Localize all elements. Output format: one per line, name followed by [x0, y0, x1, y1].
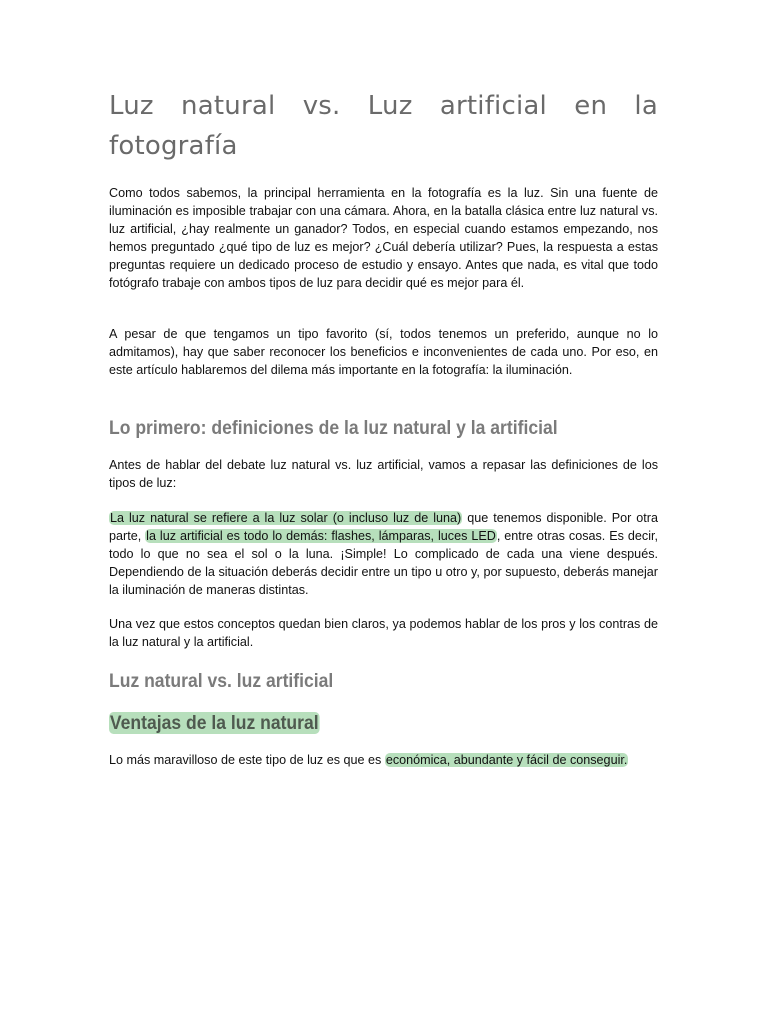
highlight-advantages-heading: Ventajas de la luz natural	[109, 712, 319, 734]
highlight-advantages: económica, abundante y fácil de conseguir.	[385, 753, 628, 767]
advantages-paragraph	[109, 752, 658, 770]
section-heading-definitions: Lo primero: definiciones de la luz natural y la artificial	[109, 417, 558, 439]
highlight-natural-light: La luz natural se refiere a la luz solar (o incluso luz de luna)	[110, 511, 462, 525]
definitions-intro-paragraph: Antes de hablar del debate luz natural vs. luz artificial, vamos a repasar las definiciones de los tipos de luz:	[109, 458, 658, 490]
section-heading-comparison: Luz natural vs. luz artificial	[109, 670, 334, 692]
concepts-paragraph: Una vez que estos conceptos quedan bien claros, ya podemos hablar de los pros y los contras de la luz natural y la artificial.	[109, 617, 658, 649]
intro-paragraph-2: A pesar de que tengamos un tipo favorito (sí, todos tenemos un preferido, aunque no lo admitamos), hay que saber reconocer los beneficios e inconvenientes de cada uno. Por eso, en este artículo hablaremos del dilema más importante en la fotografía: la iluminación.	[109, 327, 658, 377]
advantages-text: Lo más maravilloso de este tipo de luz es que es	[109, 753, 385, 767]
definitions-text-1: que tenemos disponible. Por otra parte,	[109, 511, 659, 543]
definitions-text-2: , entre otras cosas. Es decir, todo lo que no sea el sol o la luna. ¡Simple! Lo complicado de cada una viene después. Dependiendo de la situación deberás decidir entre un tipo u otro y, por supuesto, deberás manejar la iluminación de maneras distintas.	[109, 528, 658, 597]
intro-paragraph-1: Como todos sabemos, la principal herramienta en la fotografía es la luz. Sin una fuente de iluminación es imposible trabajar con una cámara. Ahora, en la batalla clásica entre luz natural vs. luz artificial, ¿hay realmente un ganador? Todos, en especial cuando estamos empezando, nos hemos preguntado ¿qué tipo de luz es mejor? ¿Cuál debería utilizar? Pues, la respuesta a estas preguntas requiere un dedicado proceso de estudio y ensayo. Antes que nada, es vital que todo fotógrafo trabaje con ambos tipos de luz para decidir qué es mejor para él.	[109, 186, 658, 290]
document-title: Luz natural vs. Luz artificial en la fotografía	[109, 91, 658, 161]
definitions-paragraph	[109, 510, 658, 600]
highlight-artificial-light: la luz artificial es todo lo demás: flashes, lámparas, luces LED	[146, 528, 496, 543]
subsection-heading-advantages	[109, 711, 320, 735]
